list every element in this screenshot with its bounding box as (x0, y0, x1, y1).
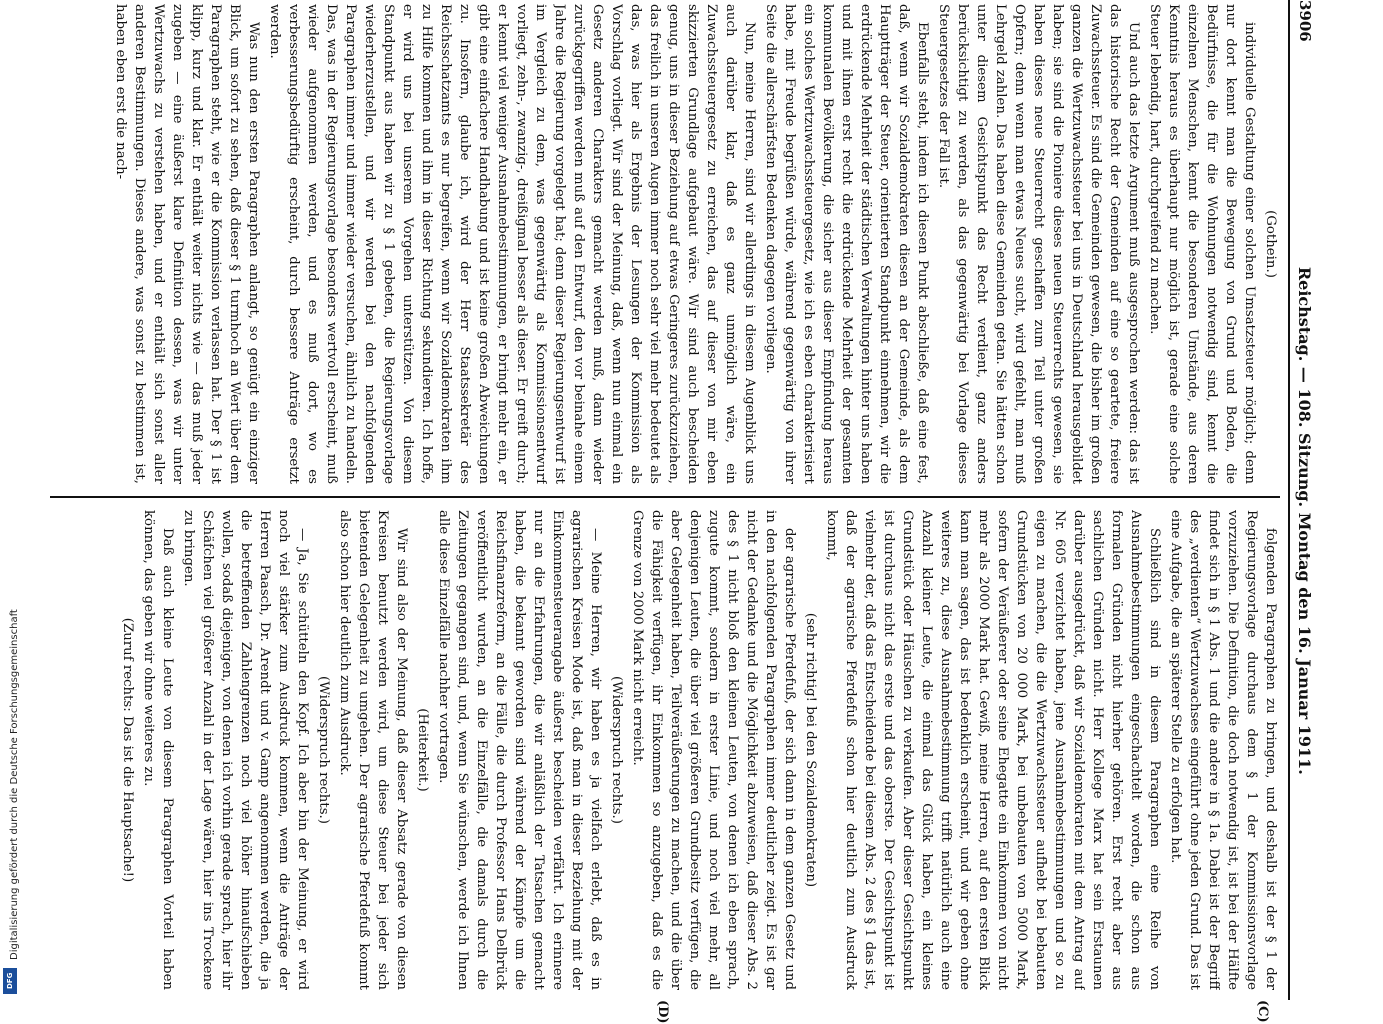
page-header (1288, 0, 1320, 1000)
left-paragraph: Nun, meine Herren, sind wir allerdings in diesem Augenblick uns auch darüber klar, daß es ganz unmöglich wäre, ein Zuwachssteuergesetz zu erreichen, das auf dieser von mir eben skizzierten Grundlage aufgebaut wäre. Wir sind auch bescheiden genug, uns in dieser Beziehung auf etwas Geringeres zurückzuziehen, das freilich in unseren Augen immer noch sehr viel mehr bedeutet als das, was hier als Ergebnis der Lesungen der Kommission als Vorschlag vorliegt. Wir sind der Meinung, daß, wenn nun einmal ein Gesetz anderen Charakters gemacht werden muß, dann wieder zurückgegriffen werden muß auf den Entwurf, den vor beinahe einem Jahre die Regierung vorgelegt hat; denn dieser Regierungsentwurf ist im Vergleich zu dem, was gegenwärtig als Kommissionsentwurf vorliegt, zehn-, zwanzig-, dreißigmal besser als dieser. Er greift durch; er kennt viel weniger Ausnahmebestimmungen, er bringt mehr ein, er gibt eine einfachere Handhabung und ist keine großen Abweichungen zu. Insofern, glaube ich, wird der Herr Staatssekretär des Reichsschatzamts es nur begreifen, wenn wir Sozialdemokraten ihm zu Hilfe kommen und ihm in dieser Richtung sekundieren. Ich hoffe, er wird uns bei unserem Vorgehen unterstützen. Von diesem Standpunkt aus haben wir zu § 1 gebeten, die Regierungsvorlage wiederherzustellen, und wir werden bei den nachfolgenden Paragraphen immer und immer wieder versuchen, ähnlich zu handeln. Das, was in der Regierungsvorlage besonders wertvoll erscheint, muß wieder aufgenommen werden, und es muß dort, wo es verbesserungsbedürftig erscheint, durch bessere Anträge ersetzt werden. (265, 4, 759, 484)
left-column (50, 4, 1280, 484)
interjection: (sehr richtig! bei den Sozialdemokraten) (801, 510, 820, 990)
right-paragraph: — Ja, Sie schütteln den Kopf. Ich aber bin der Meinung, er wird noch viel stärker zum Ausdruck kommen, wenn die Anträge der Herren Paasch, Dr. Arendt und v. Gamp angenommen werden, die ja die betreffenden Zahlengrenzen noch viel höher hinaufschieben wollen, sodaß diejenigen, von denen ich vorhin gerade sprach, hier ihr Schäfchen viel größerer Anzahl in der Lage wären, hier ins Trockene zu bringen. (179, 510, 312, 990)
interjection: (Heiterkeit.) (413, 510, 432, 990)
interjection: (Zuruf rechts: Das ist die Hauptsache!) (118, 510, 137, 990)
right-paragraph: Schließlich sind in diesem Paragraphen eine Reihe von Ausnahmebestimmungen eingeschachtelt worden, die schon aus formalen Gründen nicht hierher gehören. Erst recht aber aus sachlichen Gründen nicht. Herr Kollege Marx hat sein Erstaunen darüber ausgedrückt, daß wir Sozialdemokraten mit dem Antrag auf Nr. 605 verzichtet haben, jene Ausnahmebestimmungen und so zu eigen zu machen, die die Wertzuwachssteuer aufhebt bei bebauten Grundstücken von 20 000 Mark, bei unbebauten von 5000 Mark, sofern der Veräußerer oder seine Ehegatte ein Einkommen von nicht mehr als 2000 Mark hat. Gewiß, meine Herren, auf den ersten Blick kann man sagen, das ist bedenklich erscheint, und wir geben ohne weiteres zu, diese Ausnahmebestimmung trifft natürlich auch eine Anzahl kleiner Leute, die einmal das Glück haben, ein kleines Grundstück oder Häuschen zu verkaufen. Aber dieser Gesichtspunkt ist durchaus nicht das erste und das oberste. Der Gesichtspunkt ist vielmehr der, daß das Entscheidende bei diesem Abs. 2 des § 1 das ist, daß der agrarische Pferdefuß schon hier deutlich zum Ausdruck kommt, (822, 510, 1164, 990)
margin-marker-c: (C) (1255, 1000, 1270, 1023)
left-paragraph: Was nun den ersten Paragraphen anlangt, so genügt ein einziger Blick, um sofort zu sehen, daß dieser § 1 turmhoch an Wert über dem Paragraphen steht, wie er die Kommission verlassen hat. Der § 1 ist klipp, kurz und klar. Er enthält weiter nichts wie — das muß jeder zugeben — eine äußerst klare Definition dessen, was wir unter Wertzuwachs zu verstehen haben, und er enthält sich sonst aller anderen Bestimmungen. Dieses andere, was sonst zu bestimmen ist, haben eben erst die nach- (111, 4, 263, 484)
page-number: 3906 (1296, 0, 1314, 42)
digitization-note: Digitalisierung gefördert durch die Deutsche Forschungsgemeinschaft (9, 609, 20, 960)
column-divider (50, 496, 1280, 498)
rotated-page-content (30, 0, 1320, 1000)
left-paragraph: Und auch das letzte Argument muß ausgesprochen werden: das ist das historische Recht der Gemeinden auf eine so geartete, freiere Zuwachssteuer. Es sind die Gemeinden gewesen, die bisher im großen ganzen die Wertzuwachssteuer bei uns in Deutschland herausgebildet haben; sie sind die Pioniere dieses neuen Steuerrechts gewesen, sie haben dieses neue Steuerrecht geschaffen zum Teil unter großen Opfern; denn wenn man etwas Neues sucht, wird gefehlt, man muß Lehrgeld zahlen. Das haben diese Gemeinden getan. Sie hätten schon unter diesem Gesichtspunkt das Recht verdient, ganz anders berücksichtigt zu werden, als das gegenwärtig bei Vorlage dieses Steuergesetzes der Fall ist. (934, 4, 1143, 484)
interjection: (Widerspruch rechts.) (314, 510, 333, 990)
right-paragraph: der agrarische Pferdefuß, der sich dann in dem ganzen Gesetz und in den nachfolgenden Paragraphen immer deutlicher zeigt. Es ist gar nicht der Gedanke und die Möglichkeit abzuweisen, daß dieser Abs. 2 des § 1 nicht bloß den kleinen Leuten, von denen ich eben sprach, zugute kommt, sondern in erster Linie, und noch viel mehr, all denjenigen Leuten, die über viel größeren Grundbesitz verfügen, die aber Gelegenheit haben, Teilveräußerungen zu machen, und die über die Fähigkeit verfügen, ihr Einkommen so anzugeben, daß es die Grenze von 2000 Mark nicht erreicht. (628, 510, 799, 990)
left-paragraph: Ebenfalls steht, indem ich diesen Punkt abschließe, daß eine fest, daß, wenn wir Sozialdemokraten diesen an der Gemeinde, als dem Hauptträger der Steuer, orientierten Standpunkt einnehmen, wir die erdrückende Mehrheit der städtischen Verwaltungen hinter uns haben und mit ihnen erst recht die erdrückende Mehrheit der gesamten kommunalen Bevölkerung, die sicher aus dieser Empfindung heraus ein solches Wertzuwachssteuergesetz, wie ich es eben charakterisiert habe, mit Freude begrüßen würde, während gegenwärtig von ihrer Seite die allerschärfsten Bedenken dagegen vorliegen. (761, 4, 932, 484)
right-column (50, 510, 1280, 990)
margin-marker-d: (D) (655, 1000, 670, 1024)
margin-marker-b (655, 0, 670, 1)
right-paragraph: — Meine Herren, wir haben es ja vielfach erlebt, daß es in agrarischen Kreisen Mode ist, daß man in dieser Beziehung mit der Einkommensteuerangabe äußerst bescheiden verfährt. Ich erinnere nur an die Erfahrungen, die wir anläßlich der Tatsachen gemacht haben, die bekannt geworden sind während der Kämpfe um die Reichsfinanzreform, an die Fälle, die durch Professor Hans Delbrück veröffentlicht wurden, an die Einzelfälle, die damals durch die Zeitungen gegangen sind, und, wenn Sie wünschen, werde ich Ihnen alle diese Einzelfälle nachher vortragen. (434, 510, 605, 990)
digitization-strip (0, 0, 22, 1000)
page-title: Reichstag. — 108. Sitzung. Montag den 16. Januar 1911. (1296, 267, 1315, 775)
right-paragraph: Wir sind also der Meinung, daß dieser Absatz gerade von diesen Kreisen benutzt werden wird, um diese Steuer bei jeder sich bietenden Gelegenheit zu umgehen. Der agrarische Pferdefuß kommt also schon hier deutlich zum Ausdruck. (335, 510, 411, 990)
speaker-label: (Gothein.) (1261, 4, 1280, 484)
left-paragraph: individuelle Gestaltung einer solchen Umsatzsteuer möglich; denn nur dort kennt man die Bewegung von Grund und Boden, die Bedürfnisse, die für die Wohnungen notwendig sind, kennt die einzelnen Menschen, kennt die besonderen Umstände, aus deren Kenntnis heraus es überhaupt nur möglich ist, gerade eine solche Steuer lebendig, hart, durchgreifend zu machen. (1145, 4, 1259, 484)
dfg-logo: DFG (3, 968, 17, 994)
right-paragraph: Daß auch kleine Leute von diesem Paragraphen Vorteil haben können, das geben wir ohne weiteres zu. (139, 510, 177, 990)
interjection: (Widerspruch rechts.) (607, 510, 626, 990)
right-paragraph: folgenden Paragraphen zu bringen, und deshalb ist der § 1 der Regierungsvorlage durchaus dem § 1 der Kommissionsvorlage vorzuziehen. Die Definition, die doch notwendig ist, ist bei der Hälfte findet sich in § 1 Abs. 1 und die andere in § 1a. Dabei ist der Begriff des „verdienten“ Wertzuwachses eingeführt ohne jeden Grund. Das ist eine Aufgabe, die an späterer Stelle zu erfolgen hat. (1166, 510, 1280, 990)
